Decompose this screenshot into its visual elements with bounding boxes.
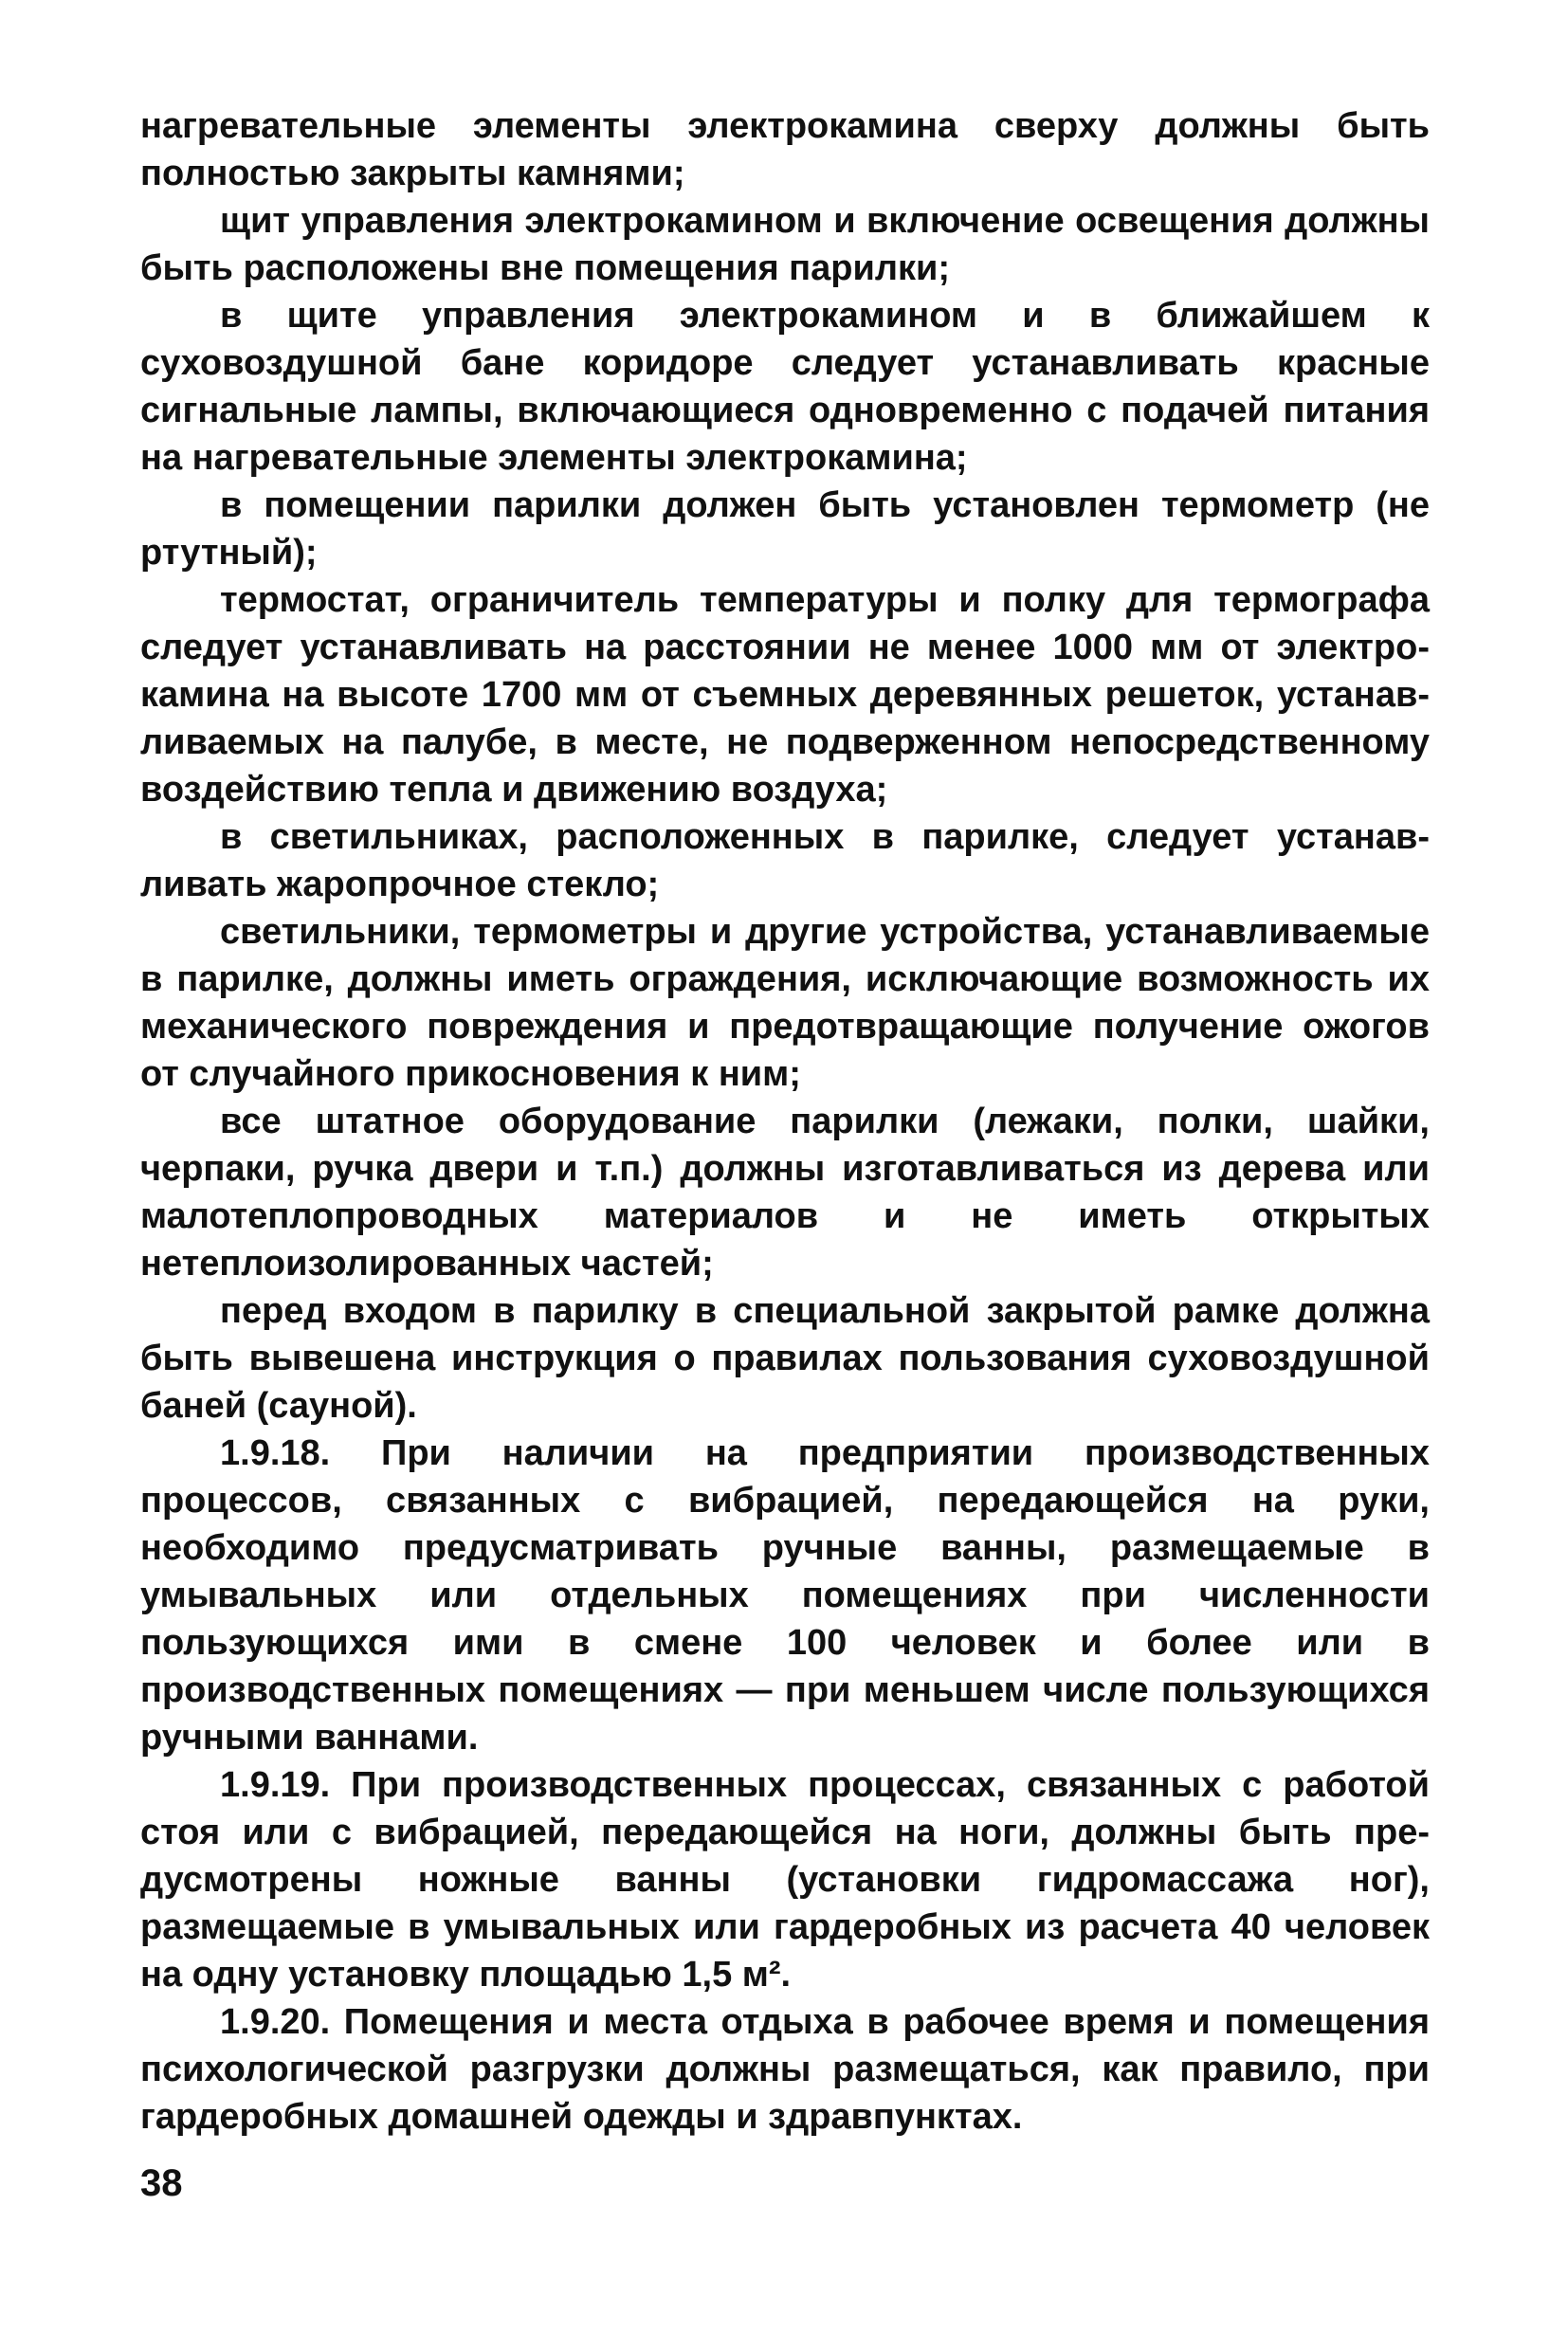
paragraph-lamp-glass: в светильниках, расположенных в парилке, следует устанавливать жаропрочное стекло; xyxy=(140,817,1430,904)
paragraph-1-9-19: 1.9.19. При производственных процессах, связанных с работой стоя или с вибрацией, передающейся на ноги, должны быть предусмотрены ножные ванны (установки гидромассажа ног), размещаемые в умывальных или гардеробных из расчета 40 человек на одну установку площадью 1,5 м². xyxy=(140,1765,1430,1995)
paragraph-heater-stones: нагревательные элементы электрокамина сверху должны быть полностью закрыты камнями; xyxy=(140,106,1430,193)
paragraph-1-9-20: 1.9.20. Помещения и места отдыха в рабочее время и помещения психологической разгрузки должны размещаться, как правило, при гардеробных домашней одежды и здравпунктах. xyxy=(140,2002,1430,2137)
paragraph-equipment-materials: все штатное оборудование парилки (лежаки, полки, шайки, черпаки, ручка двери и т.п.) должны изготавливаться из дерева или малотеплопроводных материалов и не иметь открытых нетеплоизолированных частей; xyxy=(140,1102,1430,1284)
paragraph-control-panel: щит управления электрокамином и включение освещения должны быть расположены вне помещения парилки; xyxy=(140,201,1430,288)
paragraph-1-9-18: 1.9.18. При наличии на предприятии производственных процессов, связанных с вибрацией, передающейся на руки, необходимо предусматривать ручные ванны, размещаемые в умывальных или отдельных помещениях при численности пользующихся ими в смене 100 человек и более или в производственных помещениях — при меньшем числе пользующихся ручными ваннами. xyxy=(140,1433,1430,1758)
paragraph-instructions: перед входом в парилку в специальной закрытой рамке должна быть вывешена инструкция о правилах пользования суховоздушной баней (сауной). xyxy=(140,1291,1430,1426)
page-number: 38 xyxy=(140,2162,183,2204)
paragraph-guards: светильники, термометры и другие устройства, устанавливаемые в парилке, должны иметь ограждения, исключающие возможность их механического повреждения и предотвращающие получение ожогов от случайного прикосновения к ним; xyxy=(140,912,1430,1094)
paragraph-signal-lamps: в щите управления электрокамином и в ближайшем к суховоздушной бане коридоре следует устанавливать красные сигнальные лампы, включающиеся одновременно с подачей питания на нагревательные элементы электрокамина; xyxy=(140,296,1430,478)
paragraph-thermostat: термостат, ограничитель температуры и полку для термографа следует устанавливать на расстоянии не менее 1000 мм от электрокамина на высоте 1700 мм от съемных деревянных решеток, устанавливаемых на палубе, в месте, не подверженном непосредственному воздействию тепла и движению воздуха; xyxy=(140,580,1430,810)
paragraph-thermometer: в помещении парилки должен быть установлен термометр (не ртутный); xyxy=(140,485,1430,573)
document-page xyxy=(140,102,1430,2141)
